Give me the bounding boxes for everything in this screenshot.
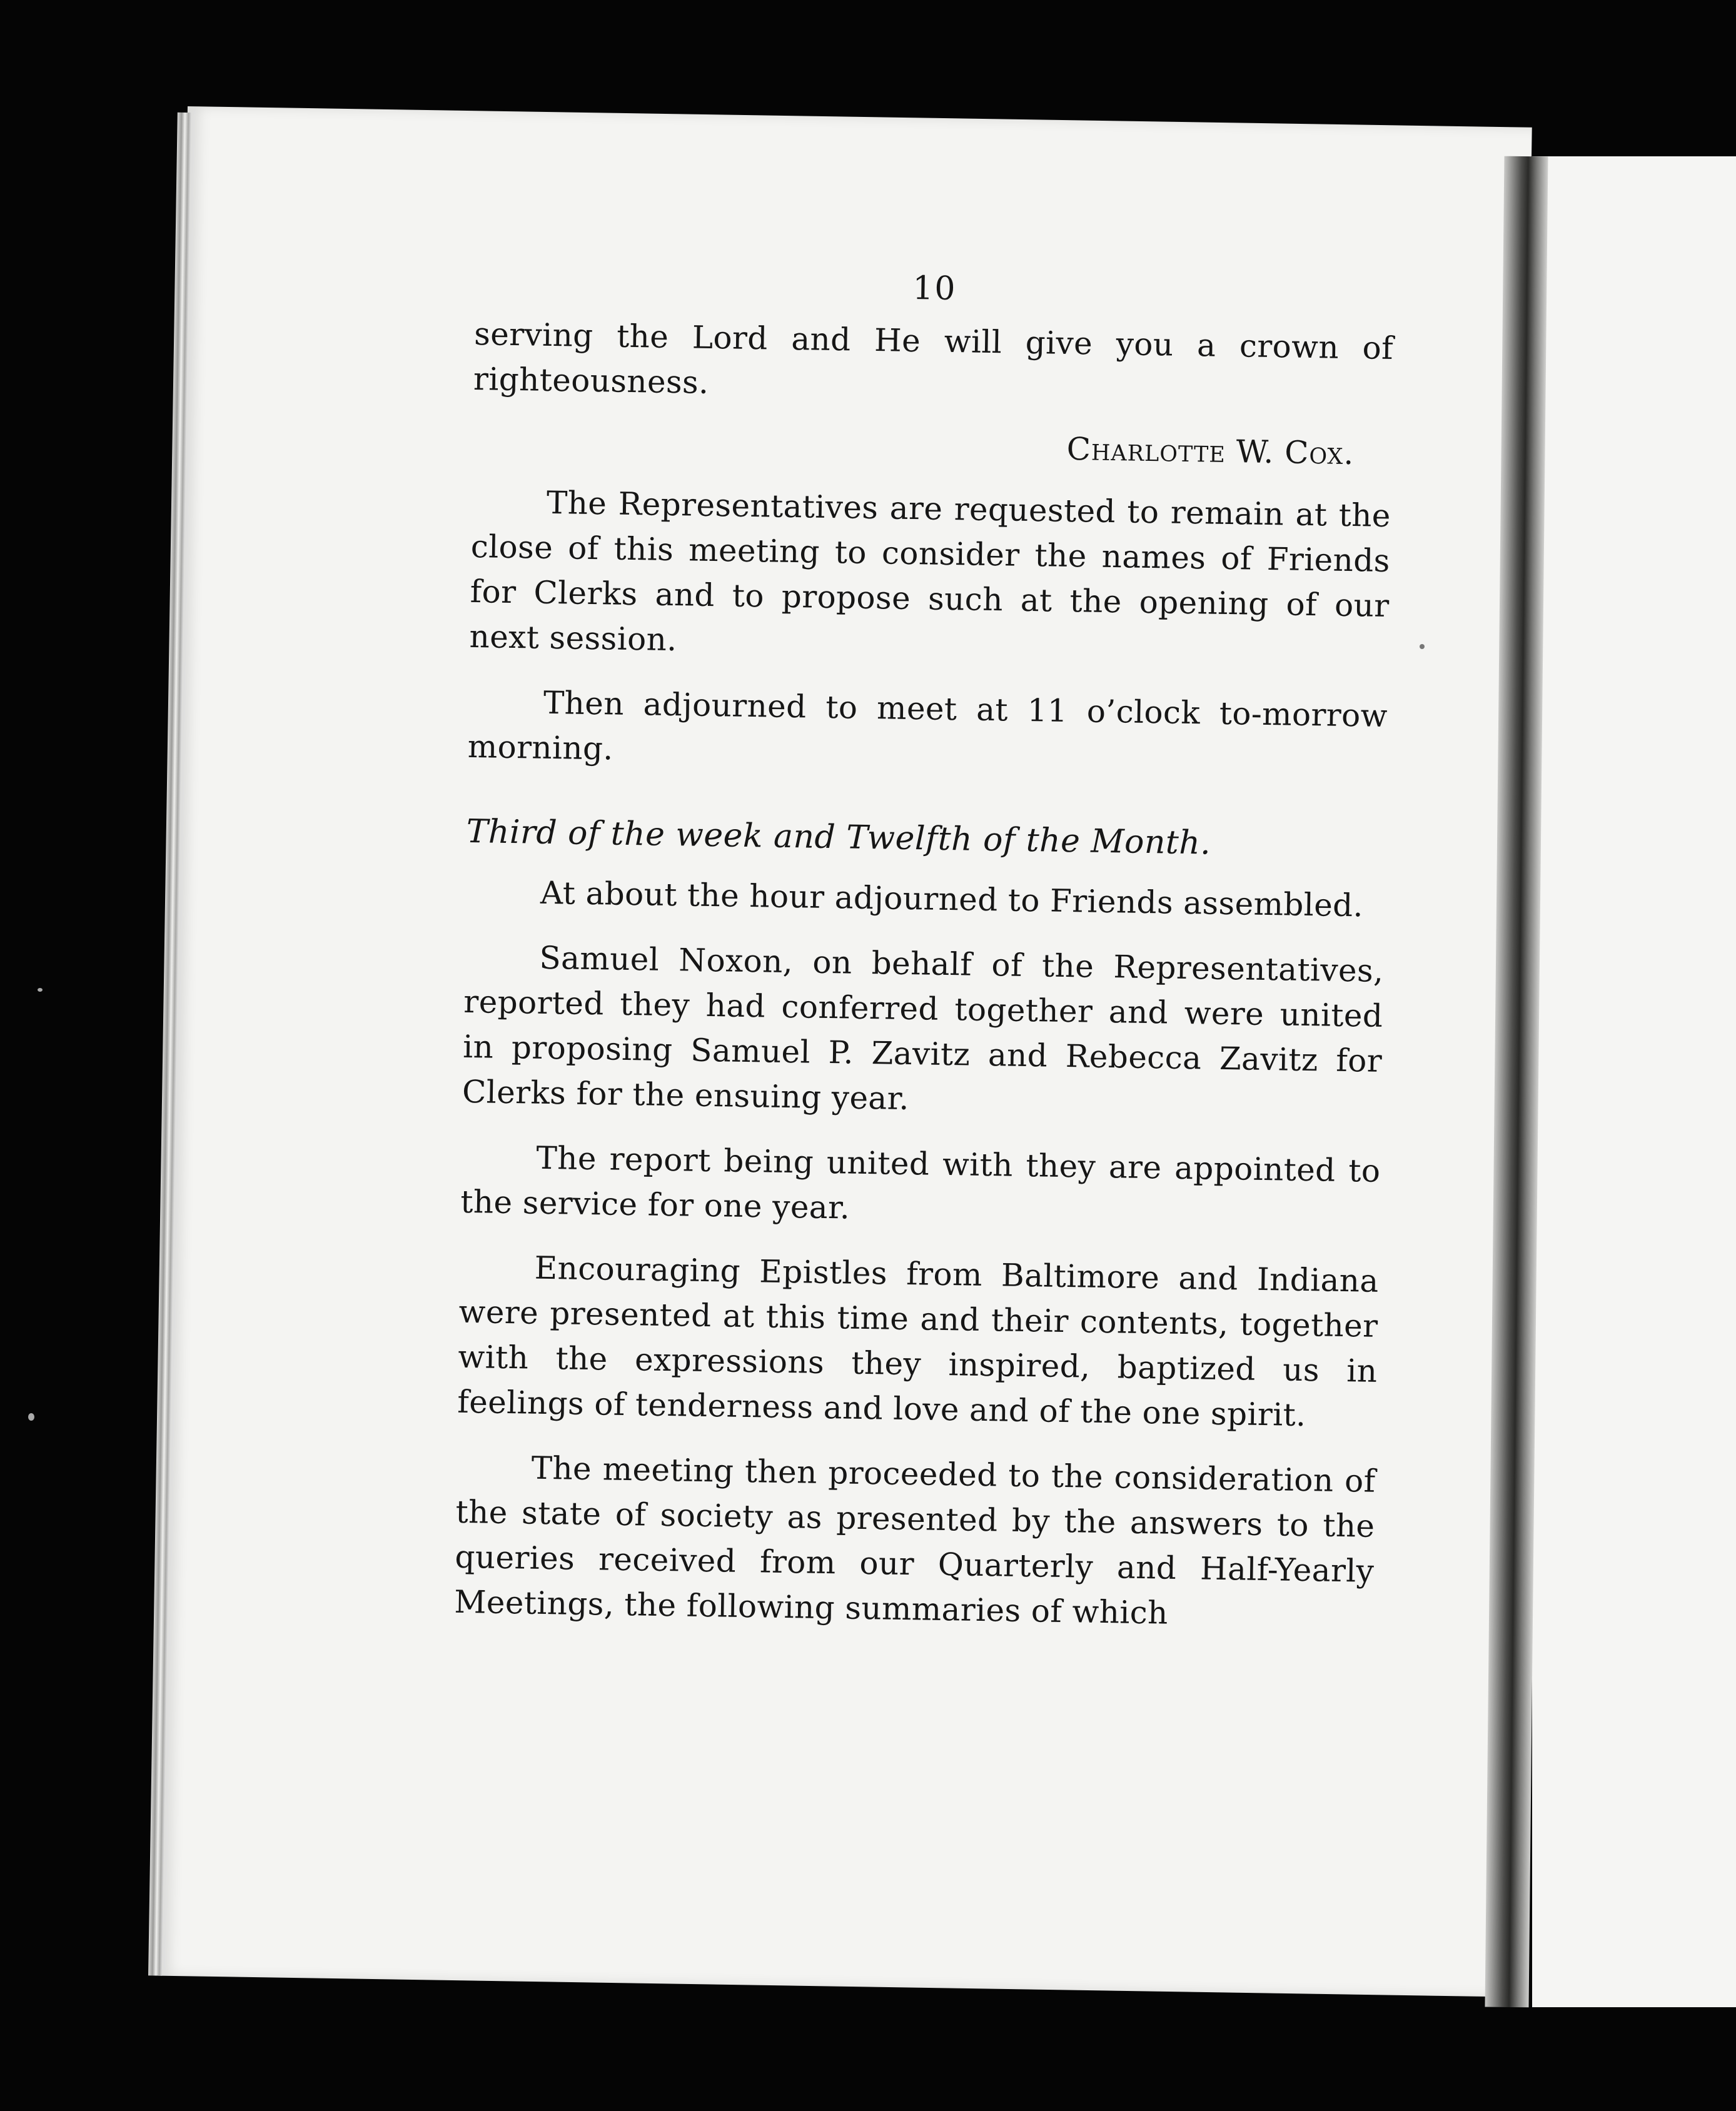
paragraph: The meeting then proceeded to the consideration of the state of society as presented by the answers to the queries received from our Quarterly and Half-Yearly Meetings, the following summaries of which xyxy=(453,1449,1376,1631)
right-page xyxy=(1532,156,1736,2007)
paragraph: Then adjourned to meet at 11 o’clock to-morrow morning. xyxy=(467,684,1388,767)
page-text xyxy=(453,263,1395,1659)
paragraph: The Representatives are requested to remain at the close of this meeting to consider the names of Friends for Clerks and to propose such at the opening of our next session. xyxy=(469,484,1391,658)
dust-speck xyxy=(38,988,43,992)
signature: Charlotte W. Cox. xyxy=(1066,430,1355,472)
paragraph: Encouraging Epistles from Baltimore and Indiana were presented at this time and their contents, together with the expressions they inspired, baptized us in feelings of tenderness and love and of the one spirit. xyxy=(457,1249,1380,1434)
page-number: 10 xyxy=(912,269,957,308)
paragraph: At about the hour adjourned to Friends assembled. xyxy=(540,874,1364,924)
section-heading: Third of the week and Twelfth of the Month. xyxy=(466,812,1211,862)
paragraph: The report being united with they are appointed to the service for one year. xyxy=(460,1139,1381,1226)
paragraph-continuation: serving the Lord and He will give you a crown of righteousness. xyxy=(473,315,1394,401)
dust-speck xyxy=(1420,644,1425,649)
paragraph: Samuel Noxon, on behalf of the Representatives, reported they had conferred together and were united in proposing Samuel P. Zavitz and Rebecca Zavitz for Clerks for the ensuing year. xyxy=(462,939,1384,1117)
dust-speck xyxy=(28,1413,34,1421)
